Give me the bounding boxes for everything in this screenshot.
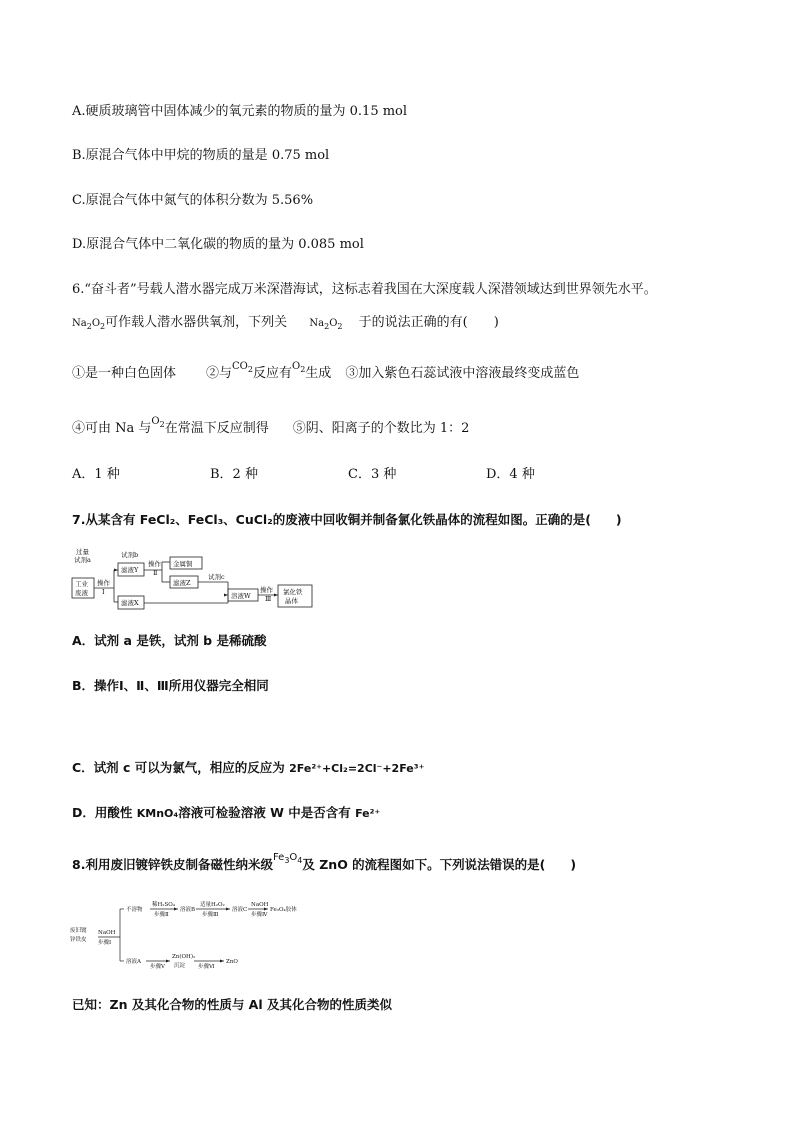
fe2-ion: Fe²⁺	[355, 807, 381, 820]
flow-start-1: 工业	[75, 580, 88, 588]
flow-op3-2: Ⅲ	[265, 595, 272, 603]
flow-reagent-a-1: 过量	[76, 548, 89, 556]
flow8-step3: 步骤Ⅲ	[202, 912, 219, 918]
flow-product-2: 晶体	[285, 597, 298, 605]
q5-option-b: B.原混合气体中甲烷的物质的量是 0.75 mol	[72, 148, 330, 163]
flow8-solution-a: 溶液A	[126, 959, 141, 965]
o2-formula: O2	[292, 361, 306, 374]
flow8-znoh2-2: 沉淀	[174, 963, 186, 969]
q6-choice-c: C．3 种	[348, 467, 397, 482]
q7-flow-diagram	[68, 548, 318, 620]
flow8-step1: 步骤Ⅰ	[98, 940, 112, 946]
na2o2-formula-2: $Na_2O_2$	[309, 318, 343, 331]
flow8-start-1: 废旧镀	[70, 928, 87, 934]
q8-stem: 8.利用废旧镀锌铁皮制备磁性纳米级$^{Fe_3O_4}$及 ZnO 的流程图如下。下列说法错误的是( )	[72, 852, 577, 872]
flow8-start-2: 锌铁皮	[70, 937, 87, 943]
flow8-solution-b: 溶液B	[180, 907, 196, 913]
flow-reagent-b: 试剂b	[121, 551, 139, 559]
na2o2-formula: $Na_2O_2$	[72, 318, 106, 331]
q6-choices	[72, 466, 535, 484]
flow8-colloid: Fe₃O₄胶体	[270, 907, 297, 913]
q7-option-d: D．用酸性 KMnO₄溶液可检验溶液 W 中是否含有 Fe²⁺	[72, 805, 381, 820]
flow8-zno: ZnO	[226, 959, 238, 965]
flow-op2-1: 操作	[148, 560, 161, 568]
flow-op2-2: Ⅱ	[153, 569, 158, 577]
flow-filtrate-y: 滤液Y	[121, 566, 139, 574]
fe3o4-formula: Fe3O4	[272, 852, 303, 865]
flow8-step6: 步骤Ⅵ	[198, 964, 215, 970]
q6-statements-2: ④可由 Na 与$^{O_2}$在常温下反应制得 ⑤阴、阳离子的个数比为 1：2	[72, 416, 470, 436]
flow8-naoh: NaOH	[98, 930, 116, 936]
flow-op1-2: Ⅰ	[102, 588, 105, 596]
flow-start-2: 废液	[75, 589, 88, 597]
flow-filtrate-z: 滤液Z	[173, 579, 191, 587]
q7-option-c: C．试剂 c 可以为氯气，相应的反应为 2Fe²⁺+Cl₂=2Cl⁻+2Fe³⁺	[72, 760, 425, 775]
q6-choice-b: B．2 种	[210, 467, 258, 482]
flow8-h2so4: 稀H₂SO₄	[152, 902, 175, 908]
q8-known: 已知：Zn 及其化合物的性质与 Al 及其化合物的性质类似	[72, 997, 392, 1012]
flow8-step5: 步骤Ⅴ	[150, 964, 165, 970]
fe-cl2-equation: 2Fe²⁺+Cl₂=2Cl⁻+2Fe³⁺	[289, 762, 425, 775]
flow8-insoluble: 不溶物	[126, 907, 143, 913]
q7-stem: 7.从某含有 FeCl₂、FeCl₃、CuCl₂的废液中回收铜并制备氯化铁晶体的流程如图。正确的是( )	[72, 512, 622, 527]
flow8-step2: 步骤Ⅱ	[154, 912, 169, 918]
q5-option-a: A.硬质玻璃管中固体减少的氧元素的物质的量为 0.15 mol	[72, 104, 408, 119]
flow8-solution-c: 溶液C	[232, 907, 248, 913]
o2-formula-2: O2	[151, 416, 165, 429]
q6-choice-a: A．1 种	[72, 467, 120, 482]
flow-product-1: 氯化铁	[283, 588, 303, 596]
q6-line2: $Na_2O_2$可作载人潜水器供氧剂，下列关 $Na_2O_2$ 于的说法正确的有( )	[72, 314, 499, 336]
flow-op3-1: 操作	[260, 586, 273, 594]
flow-filtrate-x: 滤液X	[121, 599, 139, 607]
q6-statements-1: ①是一种白色固体 ②与$^{CO_2}$反应有$^{O_2}$生成 ③加入紫色石蕊试液中溶液最终变成蓝色	[72, 361, 580, 381]
flow8-naoh-2: NaOH	[251, 902, 269, 908]
q5-option-d: D.原混合气体中二氧化碳的物质的量为 0.085 mol	[72, 237, 364, 252]
flow-copper: 金属铜	[173, 560, 193, 568]
q6-choice-d: D．4 种	[486, 467, 535, 482]
kmno4-formula: KMnO₄	[136, 807, 179, 820]
flow-op1-1: 操作	[97, 579, 110, 587]
flow8-h2o2: 适量H₂O₂	[200, 902, 225, 908]
flow-solution-w: 溶液W	[231, 592, 251, 600]
flow-reagent-c: 试剂c	[208, 573, 225, 581]
q6-stem: 6.“奋斗者”号载人潜水器完成万米深潜海试，这标志着我国在大深度载人深潜领域达到世界领先水平。	[72, 282, 657, 297]
flow-reagent-a-2: 试剂a	[74, 556, 91, 564]
flow8-znoh2-1: Zn(OH)₂	[172, 954, 196, 960]
co2-formula: CO2	[232, 361, 253, 374]
q8-flow-diagram	[70, 895, 320, 975]
flow8-step4: 步骤Ⅳ	[251, 912, 268, 918]
q7-option-a: A．试剂 a 是铁，试剂 b 是稀硫酸	[72, 633, 267, 648]
q7-option-b: B．操作Ⅰ、Ⅱ、Ⅲ所用仪器完全相同	[72, 678, 269, 693]
q5-option-c: C.原混合气体中氮气的体积分数为 5.56%	[72, 193, 314, 208]
